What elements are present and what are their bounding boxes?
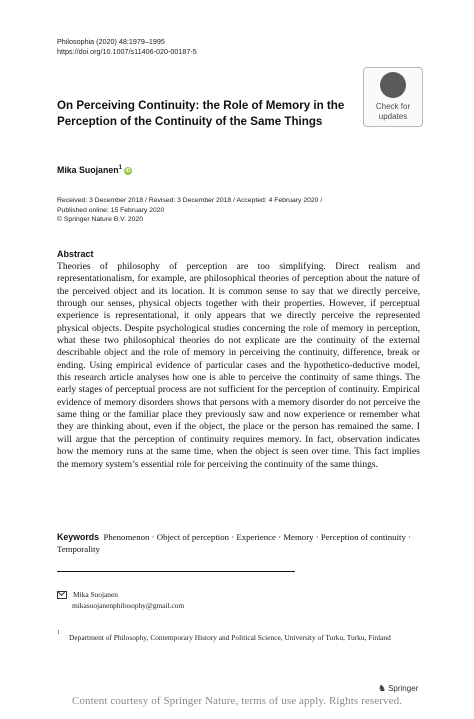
author-name[interactable]: Mika Suojanen [57, 165, 119, 175]
updates-icon [380, 72, 406, 98]
mail-icon [57, 591, 67, 599]
contact-block [57, 589, 184, 611]
contact-email[interactable]: mikasuojanenphilosophy@gmail.com [72, 601, 185, 610]
badge-line-1: Check for [375, 102, 411, 111]
author-affiliation-marker: 1 [118, 165, 122, 172]
footnote-divider [57, 571, 295, 572]
courtesy-watermark: Content courtesy of Springer Nature, terms of use apply. Rights reserved. [71, 695, 403, 707]
article-history [57, 196, 322, 225]
article-title: On Perceiving Continuity: the Role of Memory in the Perception of the Continuity of the Same Things [57, 99, 345, 128]
keywords-line [57, 531, 420, 556]
doi-link[interactable]: https://doi.org/10.1007/s11406-020-00187-5 [57, 46, 197, 56]
author-line [57, 165, 132, 175]
keywords-list: Phenomenon · Object of perception · Experience · Memory · Perception of continuity · Temporality [57, 532, 412, 555]
history-dates: Received: 3 December 2018 / Revised: 3 December 2018 / Accepted: 4 February 2020 / [57, 197, 323, 204]
check-for-updates-badge[interactable] [363, 67, 423, 127]
publisher-logo [378, 683, 418, 694]
journal-citation: Philosophia (2020) 48:1979–1995 [57, 37, 165, 46]
badge-line-2: updates [378, 111, 408, 121]
affiliation-number: 1 [57, 630, 60, 636]
abstract-text: Theories of philosophy of perception are too simplifying. Direct realism and representationalism, for example, are philosophical theories of perception about the nature of the perceived object and its location. It is common sense to say that we directly perceive, through our senses, physical objects together with their properties. However, if perceptual experience is representational, it only appears that we directly perceive the represented physical objects. Despite psychological studies concerning the role of memory in perception, what these two philosophical theories do not explicate are the continuity of the external describable object and the role of memory in perceiving the continuity, difference, break or ending. Using empirical evidence of particular cases and the hypothetico-deductive model, this research article analyses how one is able to perceive the continuity of same things. The early stages of perceptual process are not sufficient for the perception of continuity. Empirical evidence of memory disorders shows that persons with a memory disorder do not perceive the same thing or the familiar place they previously saw and now experience or remember what they are thinking about, even if the object, the place or the person has remained the same. I will argue that the perception of continuity requires memory. In fact, observation indicates how the memory runs at the same time, when the object is seen over time. This fact implies the memory system’s essential role for perceiving the continuity of the same things. [57, 261, 420, 470]
journal-header [57, 37, 197, 56]
publisher-name: Springer [388, 684, 419, 693]
published-online: Published online: 15 February 2020 [57, 206, 165, 214]
keywords-label: Keywords [57, 532, 100, 542]
abstract-heading: Abstract [57, 249, 94, 259]
springer-horse-icon: ♞ [378, 683, 387, 693]
orcid-icon[interactable]: iD [125, 167, 131, 174]
badge-label [364, 102, 422, 121]
contact-name: Mika Suojanen [73, 590, 118, 599]
affiliation-text: Department of Philosophy, Contemporary History and Political Science, University of Turku, Turku, Finland [69, 633, 391, 642]
copyright-line: © Springer Nature B.V. 2020 [57, 216, 143, 224]
